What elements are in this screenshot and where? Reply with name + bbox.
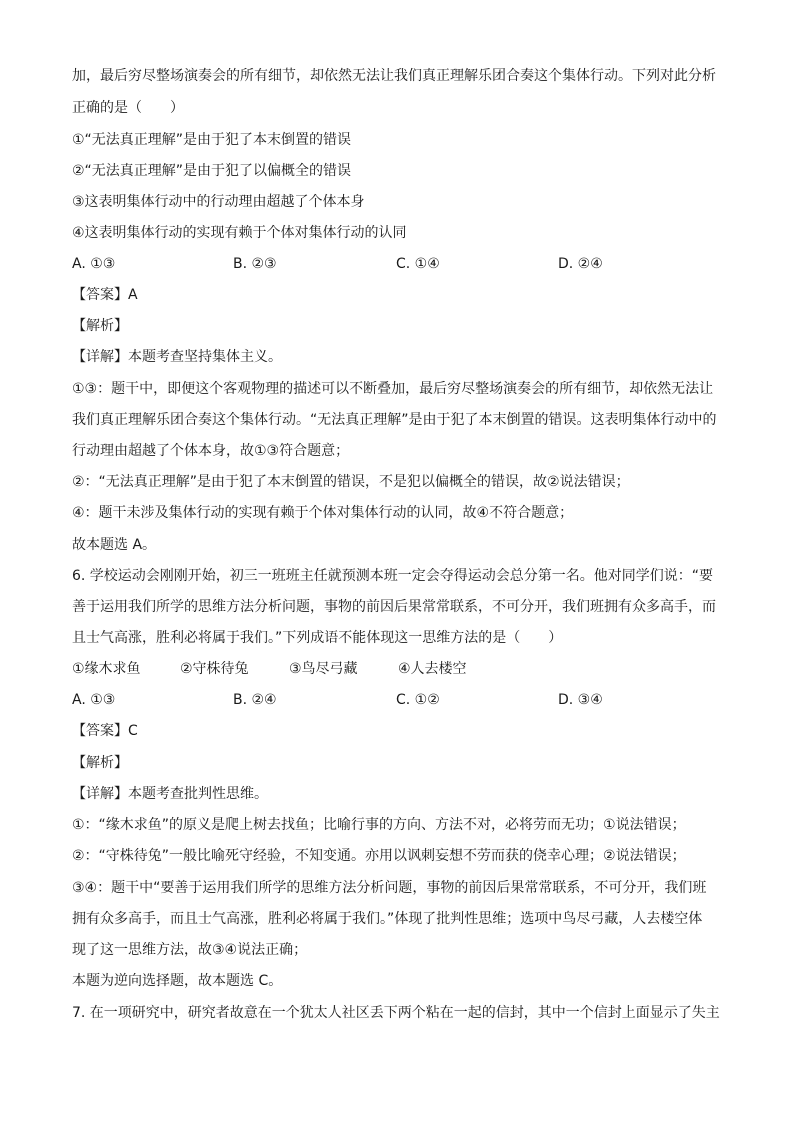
q5-detail: 【详解】本题考查坚持集体主义。 [72, 349, 282, 365]
q5-item-4: ④这表明集体行动的实现有赖于个体对集体行动的认同 [72, 225, 407, 241]
q6-analysis-label: 【解析】 [72, 755, 128, 771]
q5-explain-1: ①③：题干中，即便这个客观物理的描述可以不断叠加，最后穷尽整场演奏会的所有细节，却依然无法让 [72, 381, 714, 397]
q6-option-d: D. ③④ [558, 692, 603, 708]
q6-explain-5: 现了这一思维方法，故③④说法正确； [72, 942, 308, 958]
q6-options [72, 690, 732, 710]
q6-items [72, 659, 732, 679]
q5-answer: 【答案】A [72, 287, 138, 303]
q5-analysis-label: 【解析】 [72, 318, 128, 334]
q6-explain-1: ①：“缘木求鱼”的原义是爬上树去找鱼；比喻行事的方向、方法不对，必将劳而无功；①说法错误； [72, 817, 686, 833]
q5-explain-3: 行动理由超越了个体本身，故①③符合题意； [72, 443, 350, 459]
q5-option-c: C. ①④ [396, 256, 440, 272]
q5-item-1: ①“无法真正理解”是由于犯了本末倒置的错误 [72, 132, 352, 148]
q6-explain-4: 拥有众多高手，而且士气高涨，胜利必将属于我们。”体现了批判性思维；选项中鸟尽弓藏，人去楼空体 [72, 911, 703, 927]
q6-item-3: ③鸟尽弓藏 [289, 661, 358, 677]
q5-explain-2: 我们真正理解乐团合奏这个集体行动。“无法真正理解”是由于犯了本末倒置的错误。这表明集体行动中的 [72, 412, 717, 428]
q5-option-b: B. ②③ [233, 256, 277, 272]
q6-explain-2: ②：“守株待兔”一般比喻死守经验，不知变通。亦用以讽刺妄想不劳而获的侥幸心理；②说法错误； [72, 848, 686, 864]
q5-option-d: D. ②④ [558, 256, 603, 272]
q5-explain-5: ④：题干未涉及集体行动的实现有赖于个体对集体行动的认同，故④不符合题意； [72, 505, 574, 521]
q6-option-a: A. ①③ [72, 692, 116, 708]
q5-option-a: A. ①③ [72, 256, 116, 272]
q6-option-b: B. ②④ [233, 692, 277, 708]
q5-options [72, 254, 732, 274]
q6-explain-3: ③④：题干中“要善于运用我们所学的思维方法分析问题，事物的前因后果常常联系，不可分开，我们班 [72, 880, 707, 896]
q6-item-1: ①缘木求鱼 [72, 661, 141, 677]
q5-stem-line-2: 正确的是（ ） [72, 100, 184, 116]
q5-explain-6: 故本题选 A。 [72, 537, 157, 553]
q6-answer: 【答案】C [72, 723, 138, 739]
q5-item-3: ③这表明集体行动中的行动理由超越了个体本身 [72, 194, 365, 210]
q5-explain-4: ②：“无法真正理解”是由于犯了本末倒置的错误，不是犯以偏概全的错误，故②说法错误； [72, 474, 630, 490]
q6-detail: 【详解】本题考查批判性思维。 [72, 786, 268, 802]
q6-explain-6: 本题为逆向选择题，故本题选 C。 [72, 973, 283, 989]
q6-stem-line-2: 善于运用我们所学的思维方法分析问题，事物的前因后果常常联系，不可分开，我们班拥有众多高手，而 [72, 599, 716, 615]
q7-stem-line-1: 7. 在一项研究中，研究者故意在一个犹太人社区丢下两个粘在一起的信封，其中一个信封上面显示了失主 [72, 1005, 720, 1021]
q6-stem-line-3: 且士气高涨，胜利必将属于我们。”下列成语不能体现这一思维方法的是（ ） [72, 630, 563, 646]
q6-item-2: ②守株待兔 [180, 661, 249, 677]
q6-option-c: C. ①② [396, 692, 440, 708]
q6-stem-line-1: 6. 学校运动会刚刚开始，初三一班班主任就预测本班一定会夺得运动会总分第一名。他对同学们说：“要 [72, 568, 714, 584]
q6-item-4: ④人去楼空 [398, 661, 467, 677]
q5-stem-line-1: 加，最后穷尽整场演奏会的所有细节，却依然无法让我们真正理解乐团合奏这个集体行动。下列对此分析 [72, 68, 716, 84]
q5-item-2: ②“无法真正理解”是由于犯了以偏概全的错误 [72, 163, 352, 179]
